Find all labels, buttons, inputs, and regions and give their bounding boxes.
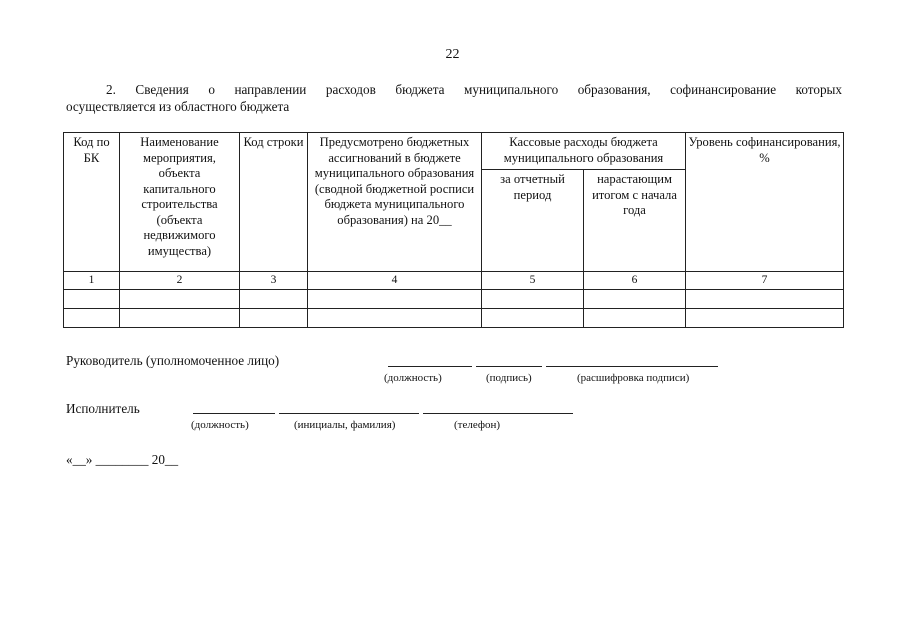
- date-month-blank[interactable]: ________: [95, 452, 149, 467]
- head-decoding-caption: (расшифровка подписи): [577, 372, 690, 384]
- head-signature-caption: (подпись): [486, 372, 532, 384]
- executor-name-line[interactable]: [279, 413, 419, 414]
- table-cell[interactable]: [686, 290, 844, 309]
- table-cell[interactable]: [120, 290, 240, 309]
- column-number: 7: [686, 272, 844, 290]
- header-cumulative-total: нарастающим итогом с начала года: [584, 170, 686, 272]
- table-cell[interactable]: [308, 309, 482, 328]
- head-position-caption: (должность): [384, 372, 442, 384]
- table-cell[interactable]: [482, 290, 584, 309]
- section-heading-line-2: осуществляется из областного бюджета: [66, 99, 290, 114]
- table-cell[interactable]: [482, 309, 584, 328]
- head-position-line[interactable]: [388, 366, 472, 367]
- expenditure-table: [63, 132, 844, 328]
- header-budget-allocations: Предусмотрено бюджетных ассигнований в бюджете муниципального образования (сводной бюджетной росписи бюджета муниципального образования) на 20__: [308, 133, 482, 272]
- executor-position-line[interactable]: [193, 413, 275, 414]
- section-heading-line-1: 2. Сведения о направлении расходов бюджета муниципального образования, софинансирование которых: [106, 82, 842, 97]
- column-number: 6: [584, 272, 686, 290]
- date-day-blank[interactable]: __: [72, 452, 86, 467]
- header-bk-code: Код по БК: [64, 133, 120, 272]
- header-reporting-period: за отчетный период: [482, 170, 584, 272]
- date-open-quote: «: [66, 452, 73, 467]
- table-cell[interactable]: [584, 309, 686, 328]
- column-number: 2: [120, 272, 240, 290]
- table-cell[interactable]: [64, 290, 120, 309]
- table-row: [64, 309, 844, 328]
- header-event-name: Наименование мероприятия, объекта капитального строительства (объекта недвижимого имущества): [120, 133, 240, 272]
- column-number: 5: [482, 272, 584, 290]
- table-cell[interactable]: [64, 309, 120, 328]
- executor-name-caption: (инициалы, фамилия): [294, 419, 396, 431]
- table-cell[interactable]: [240, 309, 308, 328]
- column-number: 3: [240, 272, 308, 290]
- date-close-quote: »: [85, 452, 93, 467]
- date-line: [66, 452, 178, 468]
- page-number: 22: [445, 47, 460, 62]
- executor-phone-line[interactable]: [423, 413, 573, 414]
- table-row: [64, 290, 844, 309]
- table-cell[interactable]: [308, 290, 482, 309]
- column-number: 1: [64, 272, 120, 290]
- executor-position-caption: (должность): [191, 419, 249, 431]
- table-cell[interactable]: [120, 309, 240, 328]
- head-label: Руководитель (уполномоченное лицо): [66, 353, 280, 368]
- header-row-code: Код строки: [240, 133, 308, 272]
- head-signature-line[interactable]: [476, 366, 542, 367]
- head-decoding-line[interactable]: [546, 366, 718, 367]
- header-cofinancing-level: Уровень софинансирования, %: [686, 133, 844, 272]
- header-cash-expenditures: Кассовые расходы бюджета муниципального образования: [482, 133, 686, 170]
- executor-label: Исполнитель: [66, 401, 140, 416]
- table-cell[interactable]: [686, 309, 844, 328]
- executor-phone-caption: (телефон): [454, 419, 501, 431]
- section-heading: [66, 81, 842, 115]
- table-cell[interactable]: [584, 290, 686, 309]
- column-number: 4: [308, 272, 482, 290]
- table-cell[interactable]: [240, 290, 308, 309]
- date-year[interactable]: 20__: [151, 452, 179, 467]
